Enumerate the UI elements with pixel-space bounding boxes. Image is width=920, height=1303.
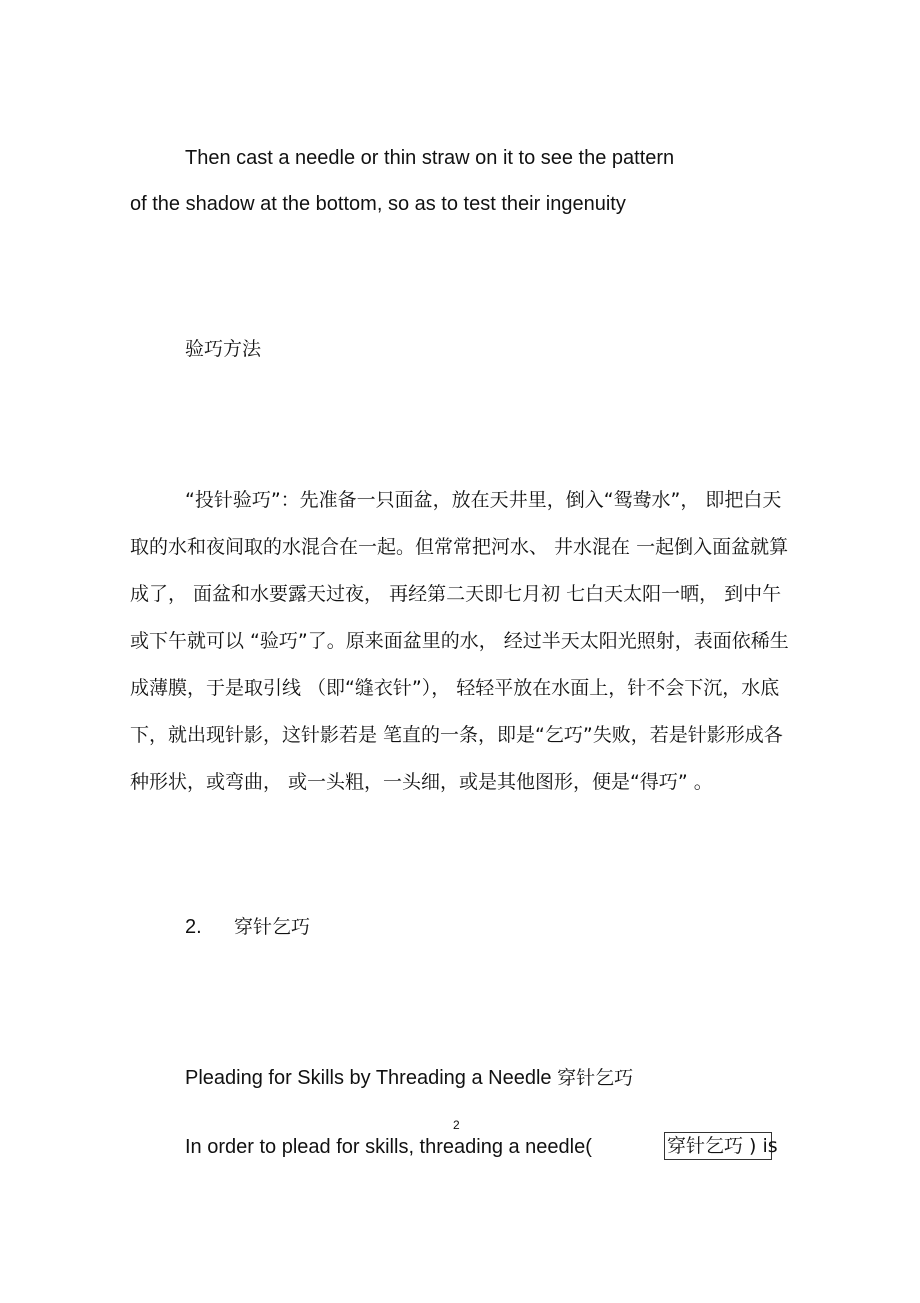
section-number: 2. xyxy=(185,916,202,938)
chinese-paragraph-line: 或下午就可以 “验巧”了。原来面盆里的水， 经过半天太阳光照射，表面依稀生 xyxy=(130,630,789,652)
chinese-paragraph xyxy=(130,477,790,806)
chinese-paragraph-line: 种形状，或弯曲， 或一头粗，一头细，或是其他图形，便是“得巧” 。 xyxy=(130,771,713,793)
section-title: 穿针乞巧 xyxy=(234,916,311,938)
heading-method: 验巧方法 xyxy=(185,338,262,360)
subheading xyxy=(185,1066,633,1090)
chinese-paragraph-line: 成了， 面盆和水要露天过夜， 再经第二天即七月初 七白天太阳一晒， 到中午 xyxy=(130,583,782,605)
last-line-text: In order to plead for skills, threading a needle( xyxy=(185,1136,592,1158)
subheading-en: Pleading for Skills by Threading a Needle xyxy=(185,1067,558,1089)
chinese-paragraph-line: 下，就出现针影，这针影若是 笔直的一条，即是“乞巧”失败，若是针影形成各 xyxy=(130,724,783,746)
subheading-zh: 穿针乞巧 xyxy=(557,1067,634,1089)
boxed-text: 穿针乞巧 ) is xyxy=(664,1132,772,1160)
page-number: 2 xyxy=(453,1118,460,1132)
chinese-paragraph-line: 成薄膜，于是取引线 （即“缝衣针”）， 轻轻平放在水面上，针不会下沉，水底 xyxy=(130,677,780,699)
chinese-paragraph-line: “投针验巧”：先准备一只面盆，放在天井里，倒入“鸳鸯水”， 即把白天 xyxy=(185,489,782,511)
paragraph-line-1: Then cast a needle or thin straw on it to see the pattern xyxy=(185,147,675,169)
paragraph-line-2: of the shadow at the bottom, so as to test their ingenuity xyxy=(130,193,626,215)
chinese-paragraph-line: 取的水和夜间取的水混合在一起。但常常把河水、 井水混在 一起倒入面盆就算 xyxy=(130,536,789,558)
